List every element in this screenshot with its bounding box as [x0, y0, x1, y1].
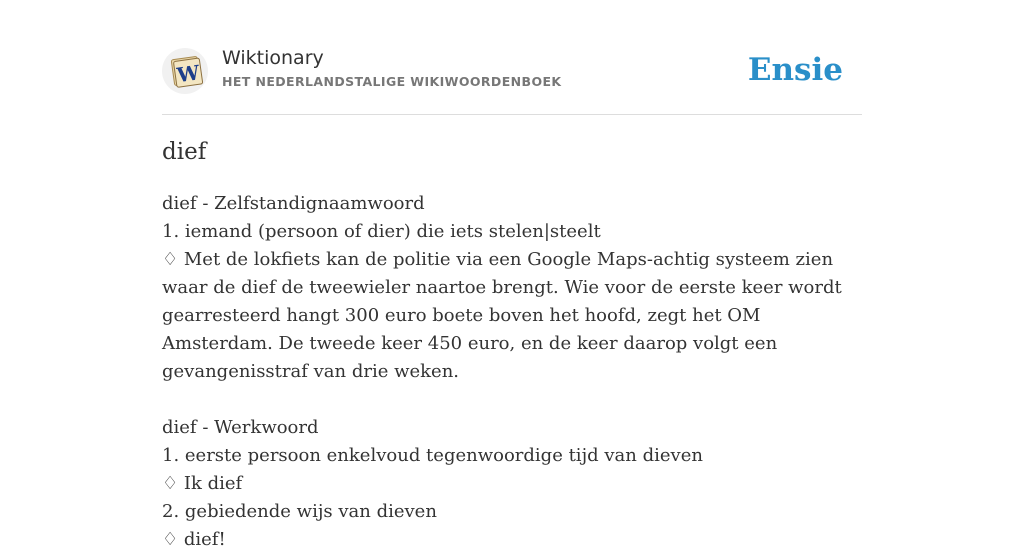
noun-heading: dief - Zelfstandignaamwoord: [162, 193, 425, 214]
verb-heading: dief - Werkwoord: [162, 417, 319, 438]
entry-content: [162, 190, 862, 554]
verb-example-2: ♢ dief!: [162, 529, 226, 550]
site-header: [162, 44, 862, 115]
ensie-brand-link[interactable]: Ensie: [747, 52, 843, 88]
verb-example-1: ♢ Ik dief: [162, 473, 243, 494]
page-title: dief: [162, 139, 207, 165]
noun-definition-1: 1. iemand (persoon of dier) die iets stelen|steelt: [162, 221, 601, 242]
wiktionary-logo-icon[interactable]: [162, 48, 208, 94]
site-name[interactable]: Wiktionary: [222, 47, 324, 69]
svg-text:W: W: [175, 60, 202, 88]
verb-definition-2: 2. gebiedende wijs van dieven: [162, 501, 437, 522]
site-tagline: HET NEDERLANDSTALIGE WIKIWOORDENBOEK: [222, 74, 562, 89]
section-spacer: [162, 386, 862, 414]
noun-example-1: ♢ Met de lokfiets kan de politie via een Google Maps-achtig systeem zien waar de dief de tweewieler naartoe brengt. Wie voor de eerste keer wordt gearresteerd hangt 300 euro boete boven het hoofd, zegt het OM Amsterdam. De tweede keer 450 euro, en de keer daarop volgt een gevangenisstraf van drie weken.: [162, 249, 842, 382]
page: [162, 0, 862, 550]
verb-definition-1: 1. eerste persoon enkelvoud tegenwoordige tijd van dieven: [162, 445, 703, 466]
